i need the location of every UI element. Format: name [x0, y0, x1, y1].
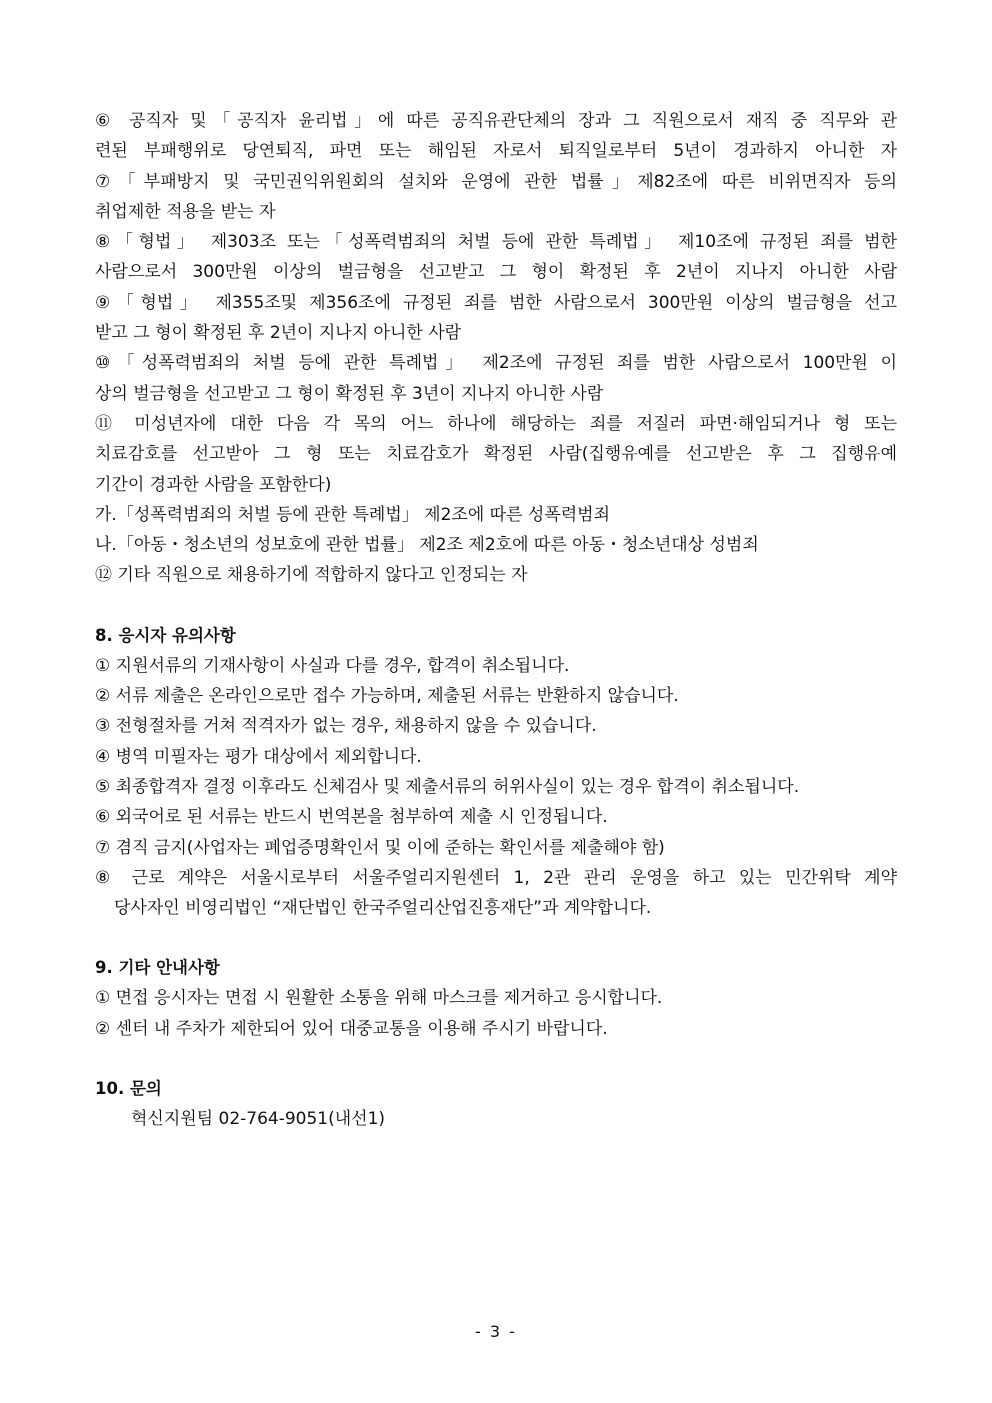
section-9-title: 9. 기타 안내사항	[95, 958, 220, 978]
section-8-item-7: ⑦ 겸직 금지(사업자는 폐업증명확인서 및 이에 준하는 확인서를 제출해야 함)	[95, 837, 665, 858]
section-8-item-4: ④ 병역 미필자는 평가 대상에서 제외합니다.	[95, 746, 422, 767]
item-11-sub-b: 나.「아동・청소년의 성보호에 관한 법률」 제2조 제2호에 따른 아동・청소년대상 성범죄	[95, 535, 759, 556]
section-gap	[95, 1044, 897, 1074]
item-7-line1: ⑦「부패방지 및 국민권익위원회의 설치와 운영에 관한 법률」제82조에 따른 비위면직자 등의	[95, 171, 897, 192]
section-8-item-1: ① 지원서류의 기재사항이 사실과 다를 경우, 합격이 취소됩니다.	[95, 655, 570, 676]
item-11-sub-a: 가.「성폭력범죄의 처벌 등에 관한 특례법」 제2조에 따른 성폭력범죄	[95, 504, 611, 525]
item-7-line2: 취업제한 적용을 받는 자	[95, 201, 276, 222]
section-10-title: 10. 문의	[95, 1079, 162, 1099]
section-8-title: 8. 응시자 유의사항	[95, 625, 236, 645]
section-8-item-8-line2: 당사자인 비영리법인 “재단법인 한국주얼리산업진흥재단”과 계약합니다.	[114, 898, 652, 919]
page-number: - 3 -	[475, 1322, 517, 1341]
item-11-line1: ⑪ 미성년자에 대한 다음 각 목의 어느 하나에 해당하는 죄를 저질러 파면·해임되거나 형 또는	[95, 413, 897, 434]
section-9-item-2: ② 센터 내 주차가 제한되어 있어 대중교통을 이용해 주시기 바랍니다.	[95, 1018, 608, 1039]
contact-info: 혁신지원팀 02-764-9051(내선1)	[131, 1109, 386, 1130]
item-10-line1: ⑩「성폭력범죄의 처벌 등에 관한 특례법」 제2조에 규정된 죄를 범한 사람으로서 100만원 이	[95, 353, 897, 374]
item-8-line1: ⑧「형법」 제303조 또는「성폭력범죄의 처벌 등에 관한 특례법」 제10조에 규정된 죄를 범한	[95, 232, 897, 253]
item-11-line3: 기간이 경과한 사람을 포함한다)	[95, 474, 332, 495]
item-6-line1: ⑥ 공직자 및「공직자 윤리법」에 따른 공직유관단체의 장과 그 직원으로서 재직 중 직무와 관	[95, 111, 897, 131]
item-9-line2: 받고 그 형이 확정된 후 2년이 지나지 아니한 사람	[95, 323, 462, 344]
section-gap	[95, 591, 897, 621]
document-page	[95, 106, 897, 1134]
section-8-item-5: ⑤ 최종합격자 결정 이후라도 신체검사 및 제출서류의 허위사실이 있는 경우 합격이 취소됩니다.	[95, 776, 800, 797]
item-8-line2: 사람으로서 300만원 이상의 벌금형을 선고받고 그 형이 확정된 후 2년이 지나지 아니한 사람	[95, 262, 897, 283]
section-8-item-2: ② 서류 제출은 온라인으로만 접수 가능하며, 제출된 서류는 반환하지 않습니다.	[95, 686, 679, 707]
section-8-item-8-line1: ⑧ 근로 계약은 서울시로부터 서울주얼리지원센터 1, 2관 관리 운영을 하고 있는 민간위탁 계약	[95, 867, 897, 888]
section-8-item-6: ⑥ 외국어로 된 서류는 반드시 번역본을 첨부하여 제출 시 인정됩니다.	[95, 807, 608, 828]
item-6-line2: 련된 부패행위로 당연퇴직, 파면 또는 해임된 자로서 퇴직일로부터 5년이 경과하지 아니한 자	[95, 141, 897, 162]
item-9-line1: ⑨「형법」 제355조및 제356조에 규정된 죄를 범한 사람으로서 300만원 이상의 벌금형을 선고	[95, 292, 897, 313]
item-11-line2: 치료감호를 선고받아 그 형 또는 치료감호가 확정된 사람(집행유예를 선고받은 후 그 집행유예	[95, 444, 897, 465]
item-10-line2: 상의 벌금형을 선고받고 그 형이 확정된 후 3년이 지나지 아니한 사람	[95, 383, 604, 404]
section-8-item-3: ③ 전형절차를 거쳐 적격자가 없는 경우, 채용하지 않을 수 있습니다.	[95, 716, 597, 737]
section-gap	[95, 923, 897, 953]
section-9-item-1: ① 면접 응시자는 면접 시 원활한 소통을 위해 마스크를 제거하고 응시합니다.	[95, 988, 663, 1009]
item-12: ⑫ 기타 직원으로 채용하기에 적합하지 않다고 인정되는 자	[95, 565, 528, 586]
